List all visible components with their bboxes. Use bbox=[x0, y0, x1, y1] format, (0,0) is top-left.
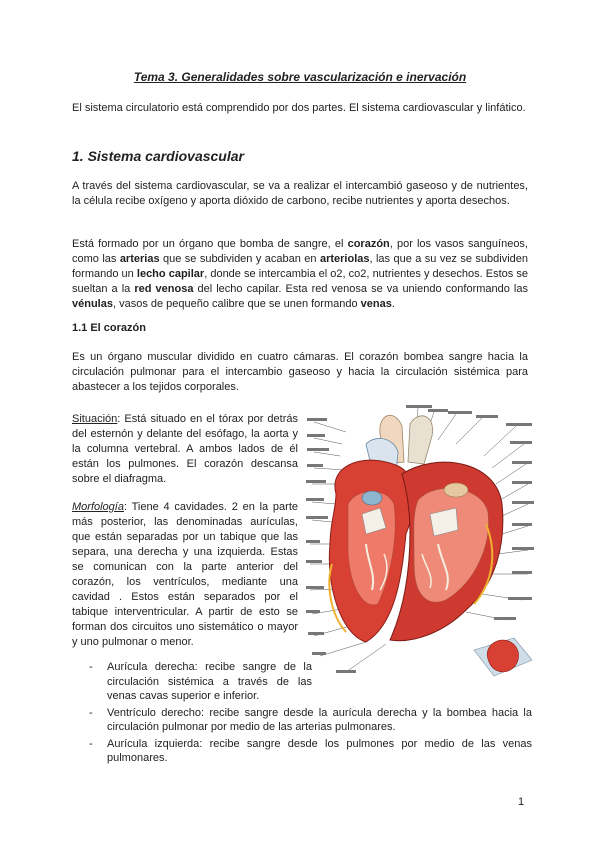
page-title: Tema 3. Generalidades sobre vascularización e inervación bbox=[133, 70, 467, 84]
paragraph-exchange: A través del sistema cardiovascular, se va a realizar el intercambió gaseoso y de nutrientes, la célula recibe oxígeno y aporta dióxido de carbono, recibe nutrientes y aporta desechos. bbox=[72, 180, 528, 207]
list-item: - Ventrículo derecho: recibe sangre desde la aurícula derecha y la bombea hacia la circulación pulmonar por medio de las arterias pulmonares. bbox=[89, 706, 532, 733]
heart-anatomy-illustration bbox=[306, 404, 534, 684]
term-arterias: arterias bbox=[119, 253, 160, 265]
label-morfologia: Morfología bbox=[72, 501, 124, 513]
list-item: - Aurícula izquierda: recibe sangre desde los pulmones por medio de las venas pulmonares. bbox=[89, 737, 532, 764]
heart-chambers-list bbox=[72, 660, 532, 768]
paragraph-situacion: Situación: Está situado en el tórax por detrás del esternón y delante del esófago, la aorta y la columna vertebral. A ambos lados de él están los pulmones. El corazón descansa sobre el diafragma. bbox=[72, 413, 298, 485]
page-number: 1 bbox=[518, 796, 525, 808]
term-lecho-capilar: lecho capilar bbox=[136, 268, 205, 280]
section-heading-cardiovascular: 1. Sistema cardiovascular bbox=[72, 148, 244, 164]
paragraph-heart-intro: Es un órgano muscular dividido en cuatro cámaras. El corazón bombea sangre hacia la circulación pulmonar para el intercambio gaseoso y hacia la circulación sistémica para abastecer a los tejidos corporales. bbox=[72, 351, 528, 393]
intro-paragraph: El sistema circulatorio está comprendido por dos partes. El sistema cardiovascular y linfático. bbox=[72, 102, 526, 114]
term-red-venosa: red venosa bbox=[134, 283, 194, 295]
paragraph-composition: Está formado por un órgano que bomba de sangre, el corazón, por los vasos sanguíneos, como las arterias que se subdividen y acaban en arteriolas, las que a su vez se subdividen formando un lecho capilar, donde se intercambia el o2, co2, nutrientes y desechos. Estos se sueltan a la red venosa del lecho capilar. Esta red venosa se va uniendo conformando las vénulas, vasos de pequeño calibre que se unen formando venas. bbox=[72, 238, 528, 310]
term-venulas: vénulas bbox=[72, 298, 113, 310]
list-item: - Aurícula derecha: recibe sangre de la circulación sistémica a través de las venas cavas superior e inferior. bbox=[89, 661, 312, 702]
label-situacion: Situación bbox=[72, 413, 118, 425]
term-venas: venas bbox=[360, 298, 392, 310]
subsection-heading-corazon: 1.1 El corazón bbox=[72, 322, 146, 334]
term-arteriolas: arteriolas bbox=[319, 253, 370, 265]
term-corazon: corazón bbox=[347, 238, 390, 250]
paragraph-morfologia: Morfología: Tiene 4 cavidades. 2 en la parte más posterior, las denominadas aurículas, que están separadas por un tabique que las separa, una derecha y una izquierda. Estas se comunican con la parte anterior del corazón, los ventrículos, mediante una cavidad . Estos están separados por el tabique interventricular. A partir de esto se forman dos circuitos uno sistemático o mayor y uno pulmonar o menor. bbox=[72, 501, 298, 648]
